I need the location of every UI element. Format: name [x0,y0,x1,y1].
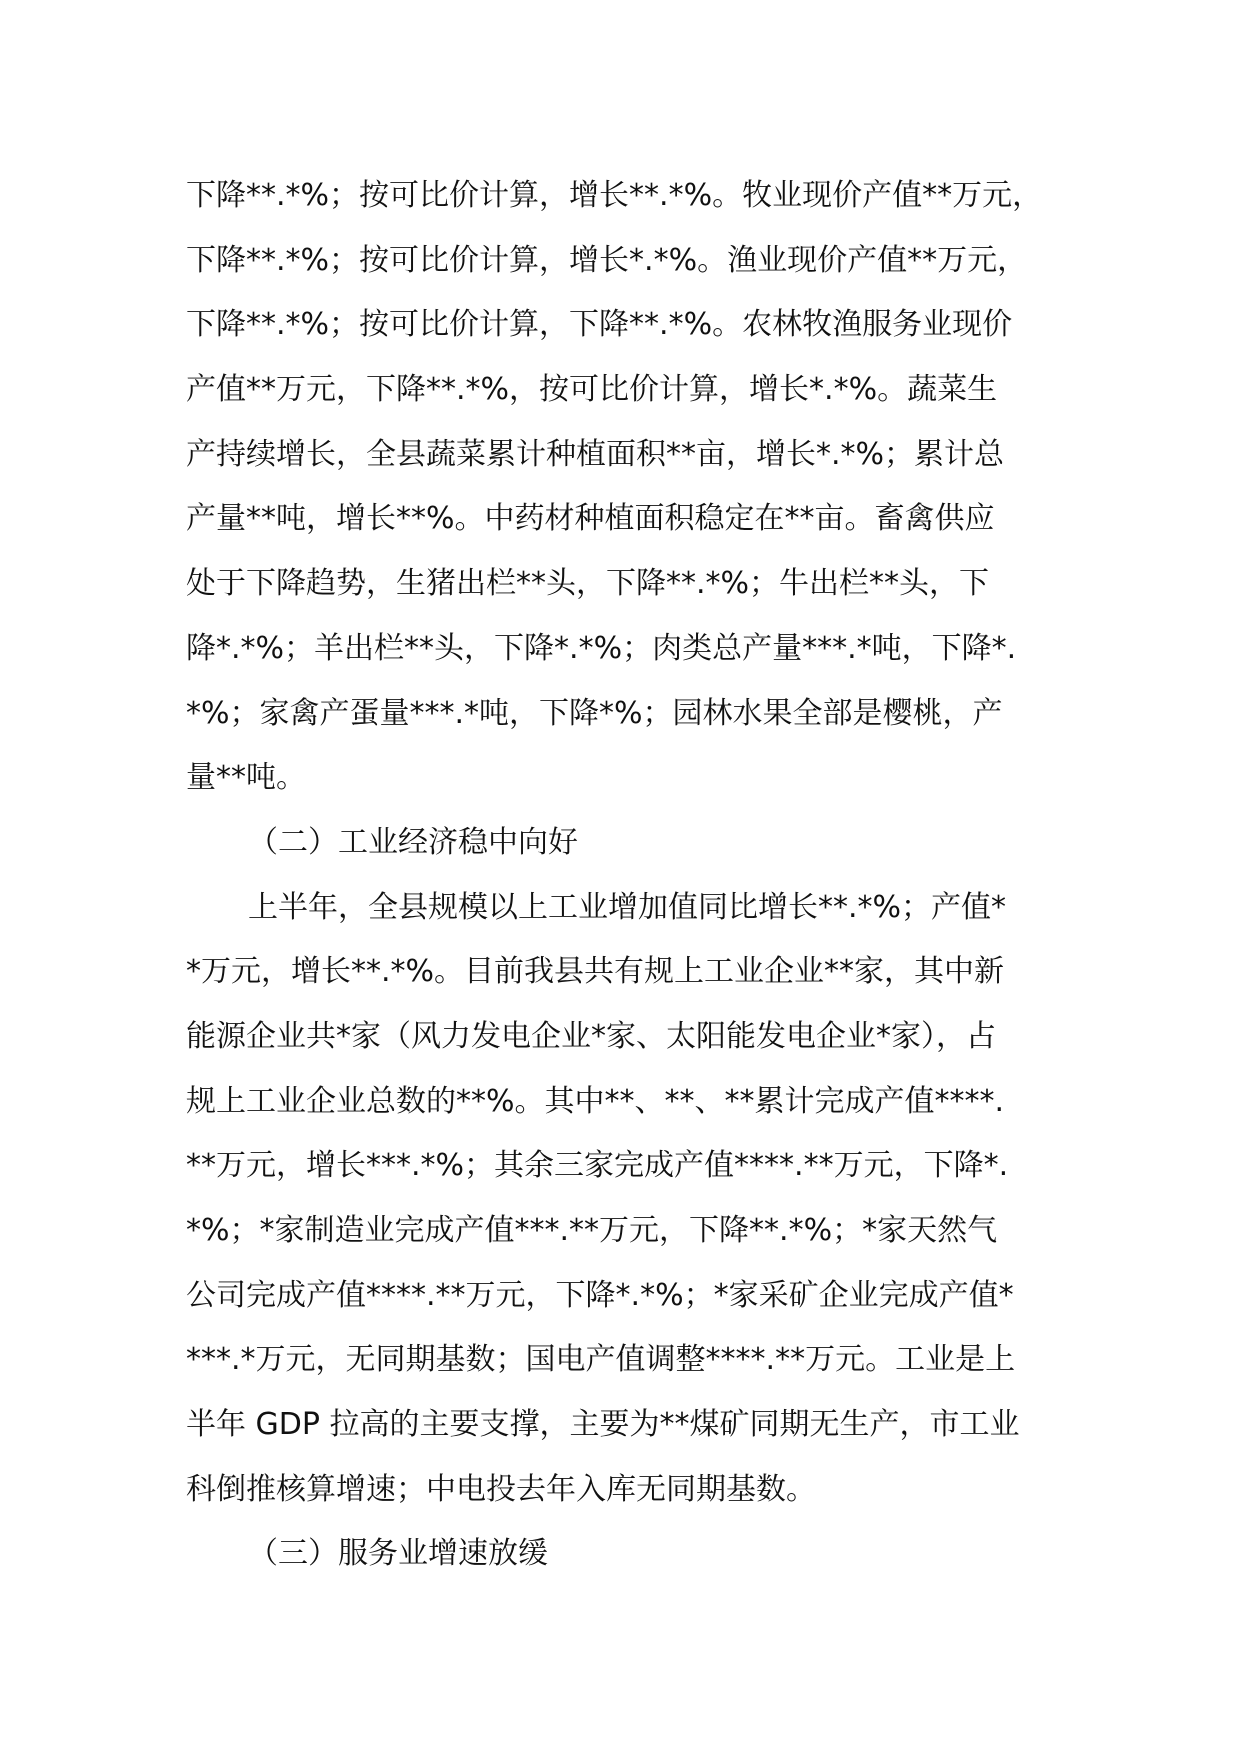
paragraph-line: **万元，增长***.*%；其余三家完成产值****.**万元，下降*. [186,1148,1009,1184]
paragraph-line: *%；家禽产蛋量***.*吨，下降*%；园林水果全部是樱桃，产 [186,695,1003,731]
document-body [186,164,1066,1587]
paragraph-line: 下降**.*%；按可比价计算，增长**.*%。牧业现价产值**万元， [186,178,1043,213]
section-heading: （二）工业经济稳中向好 [248,824,578,860]
paragraph-line: 处于下降趋势，生猪出栏**头，下降**.*%；牛出栏**头，下 [186,566,990,602]
paragraph-line: 半年 GDP 拉高的主要支撑，主要为**煤矿同期无生产，市工业 [186,1407,1020,1443]
paragraph-line: 下降**.*%；按可比价计算，增长*.*%。渔业现价产值**万元， [186,242,1028,278]
paragraph-line: 能源企业共*家（风力发电企业*家、太阳能发电企业*家），占 [186,1018,996,1054]
paragraph-line: *万元，增长**.*%。目前我县共有规上工业企业**家，其中新 [186,954,1005,990]
paragraph-line: 规上工业企业总数的**%。其中**、**、**累计完成产值****. [186,1083,1005,1119]
paragraph-line: *%；*家制造业完成产值***.**万元，下降**.*%；*家天然气 [186,1213,998,1248]
paragraph-line: 科倒推核算增速；中电投去年入库无同期基数。 [186,1471,816,1507]
paragraph-line: 公司完成产值****.**万元，下降*.*%；*家采矿企业完成产值* [186,1277,1014,1313]
paragraph-line: 量**吨。 [186,760,306,796]
paragraph-line: 产量**吨，增长**%。中药材种植面积稳定在**亩。畜禽供应 [186,501,995,537]
paragraph-line: 产持续增长，全县蔬菜累计种植面积**亩，增长*.*%；累计总 [186,436,1005,472]
paragraph-line: 上半年，全县规模以上工业增加值同比增长**.*%；产值* [248,889,1007,925]
paragraph-line: 降*.*%；羊出栏**头，下降*.*%；肉类总产量***.*吨，下降*. [186,630,1017,666]
paragraph-line: 下降**.*%；按可比价计算，下降**.*%。农林牧渔服务业现价 [186,307,1013,343]
paragraph-line: ***.*万元，无同期基数；国电产值调整****.**万元。工业是上 [186,1342,1016,1378]
section-heading: （三）服务业增速放缓 [248,1536,548,1572]
paragraph-line: 产值**万元，下降**.*%，按可比价计算，增长*.*%。蔬菜生 [186,372,998,408]
